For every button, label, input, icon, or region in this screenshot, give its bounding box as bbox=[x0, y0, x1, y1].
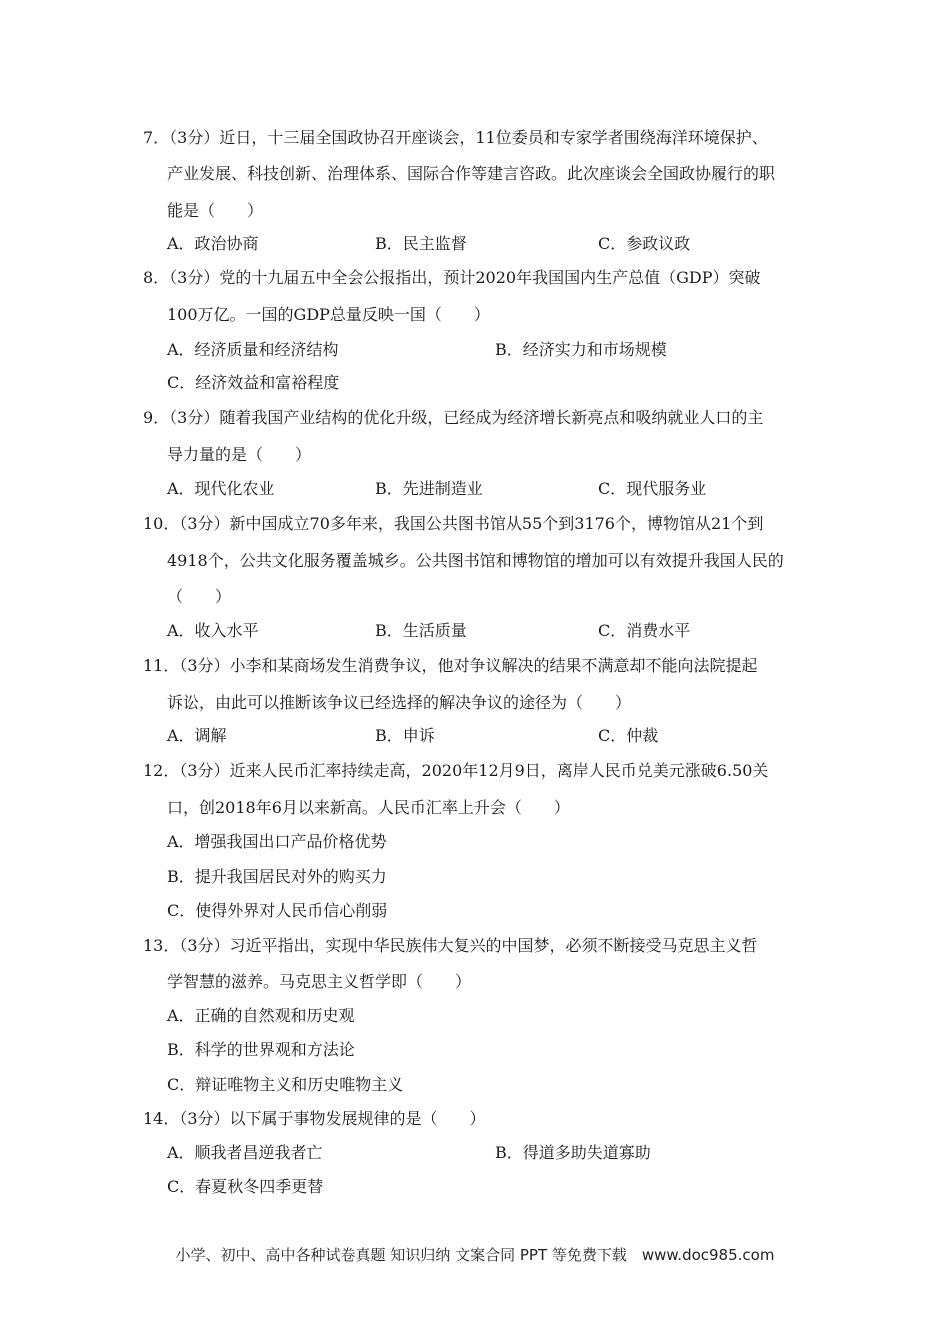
question-12-option-a: A．增强我国出口产品价格优势 bbox=[167, 832, 387, 851]
question-14-option-a: A．顺我者昌逆我者亡 bbox=[167, 1143, 323, 1162]
question-10-option-a: A．收入水平 bbox=[167, 621, 259, 640]
question-11-option-b: B．申诉 bbox=[375, 726, 435, 745]
question-7-line-2: 产业发展、科技创新、治理体系、国际合作等建言咨政。此次座谈会全国政协履行的职 bbox=[167, 164, 776, 183]
question-12-option-c: C．使得外界对人民币信心削弱 bbox=[167, 901, 388, 920]
question-8-line-2: 100万亿。一国的GDP总量反映一国（ ） bbox=[167, 305, 490, 324]
question-13-line-1: 13．（3分）习近平指出，实现中华民族伟大复兴的中国梦，必须不断接受马克思主义哲 bbox=[143, 936, 758, 955]
question-9-option-c: C．现代服务业 bbox=[598, 479, 707, 498]
question-7-line-3: 能是（ ） bbox=[167, 201, 264, 220]
question-10-line-2: 4918个，公共文化服务覆盖城乡。公共图书馆和博物馆的增加可以有效提升我国人民的 bbox=[167, 551, 784, 570]
question-9-option-a: A．现代化农业 bbox=[167, 479, 275, 498]
question-11-option-c: C．仲裁 bbox=[598, 726, 659, 745]
question-12-option-b: B．提升我国居民对外的购买力 bbox=[167, 867, 387, 886]
question-14-option-c: C．春夏秋冬四季更替 bbox=[167, 1177, 324, 1196]
question-13-option-a: A．正确的自然观和历史观 bbox=[167, 1006, 355, 1025]
question-11-option-a: A．调解 bbox=[167, 726, 227, 745]
question-10-line-1: 10．（3分）新中国成立70多年来，我国公共图书馆从55个到3176个，博物馆从21个到 bbox=[143, 514, 764, 533]
question-13-line-2: 学智慧的滋养。马克思主义哲学即（ ） bbox=[167, 972, 472, 991]
question-10-option-b: B．生活质量 bbox=[375, 621, 467, 640]
question-14-line-1: 14．（3分）以下属于事物发展规律的是（ ） bbox=[143, 1109, 486, 1128]
question-12-line-2: 口，创2018年6月以来新高。人民币汇率上升会（ ） bbox=[167, 798, 570, 817]
question-14-option-b: B．得道多助失道寡助 bbox=[495, 1143, 651, 1162]
question-12-line-1: 12．（3分）近来人民币汇率持续走高，2020年12月9日，离岸人民币兑美元涨破6.50关 bbox=[143, 761, 769, 780]
question-10-option-c: C．消费水平 bbox=[598, 621, 691, 640]
question-11-line-1: 11．（3分）小李和某商场发生消费争议，他对争议解决的结果不满意却不能向法院提起 bbox=[143, 656, 758, 675]
question-7-option-a: A．政治协商 bbox=[167, 234, 259, 253]
question-8-line-1: 8．（3分）党的十九届五中全会公报指出，预计2020年我国国内生产总值（GDP）突破 bbox=[143, 268, 761, 287]
question-7-line-1: 7．（3分）近日，十三届全国政协召开座谈会，11位委员和专家学者围绕海洋环境保护、 bbox=[143, 128, 768, 147]
question-9-line-2: 导力量的是（ ） bbox=[167, 445, 312, 464]
question-13-option-c: C．辩证唯物主义和历史唯物主义 bbox=[167, 1075, 404, 1094]
question-10-line-3: （ ） bbox=[167, 587, 232, 606]
question-8-option-b: B．经济实力和市场规模 bbox=[495, 340, 667, 359]
question-9-option-b: B．先进制造业 bbox=[375, 479, 483, 498]
question-9-line-1: 9．（3分）随着我国产业结构的优化升级，已经成为经济增长新亮点和吸纳就业人口的主 bbox=[143, 408, 764, 427]
question-7-option-c: C．参政议政 bbox=[598, 234, 691, 253]
question-8-option-a: A．经济质量和经济结构 bbox=[167, 340, 339, 359]
page-footer: 小学、初中、高中各种试卷真题 知识归纳 文案合同 PPT 等免费下载 www.doc985.com bbox=[175, 1246, 775, 1264]
question-8-option-c: C．经济效益和富裕程度 bbox=[167, 373, 340, 392]
question-7-option-b: B．民主监督 bbox=[375, 234, 467, 253]
question-11-line-2: 诉讼，由此可以推断该争议已经选择的解决争议的途径为（ ） bbox=[167, 693, 632, 712]
question-13-option-b: B．科学的世界观和方法论 bbox=[167, 1040, 355, 1059]
